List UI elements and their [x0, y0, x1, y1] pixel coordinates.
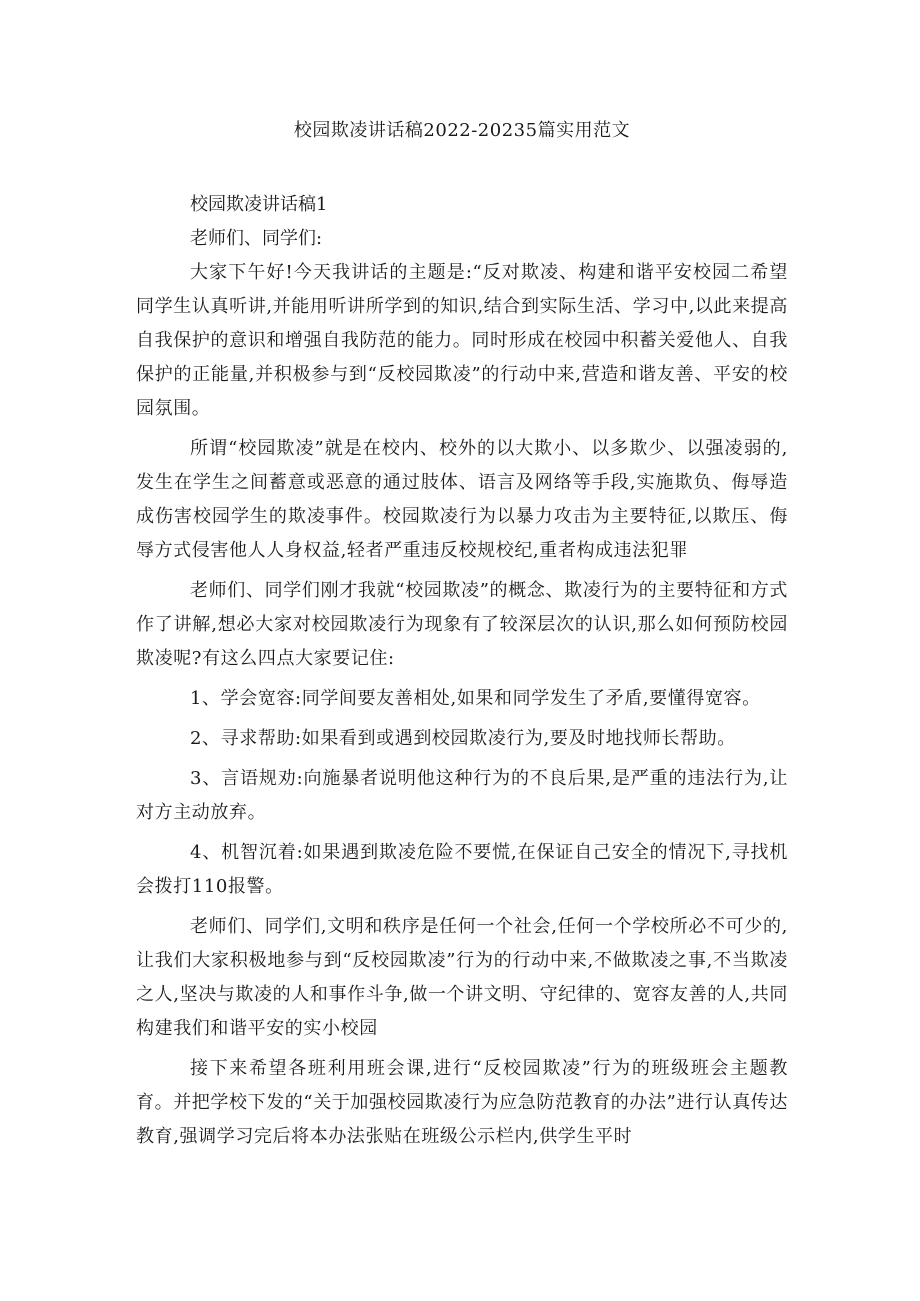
- list-item-persuade: 3、言语规劝:向施暴者说明他这种行为的不良后果,是严重的违法行为,让对方主动放弃。: [136, 768, 788, 823]
- paragraph-definition: 所谓“校园欺凌”就是在校内、校外的以大欺小、以多欺少、以强凌弱的,发生在学生之间蓄意或恶意的通过肢体、语言及网络等手段,实施欺负、侮辱造成伤害校园学生的欺凌事件。校园欺凌行为以暴力攻击为主要特征,以欺压、侮辱方式侵害他人人身权益,轻者严重违反校规校纪,重者构成违法犯罪: [136, 438, 788, 561]
- document-title: 校园欺凌讲话稿2022-20235篇实用范文: [293, 120, 631, 141]
- list-item-stay-calm: 4、机智沉着:如果遇到欺凌危险不要慌,在保证自己安全的情况下,寻找机会拨打110报警。: [136, 842, 788, 897]
- paragraph-call-to-action: 老师们、同学们,文明和秩序是任何一个社会,任何一个学校所必不可少的,让我们大家积极地参与到“反校园欺凌”行为的行动中来,不做欺凌之事,不当欺凌之人,坚决与欺凌的人和事作斗争,做一个讲文明、守纪律的、宽容友善的人,共同构建我们和谐平安的实小校园: [136, 916, 788, 1039]
- paragraph-prevention-intro: 老师们、同学们刚才我就“校园欺凌”的概念、欺凌行为的主要特征和方式作了讲解,想必大家对校园欺凌行为现象有了较深层次的认识,那么如何预防校园欺凌呢?有这么四点大家要记住:: [136, 580, 788, 669]
- salutation: 老师们、同学们:: [190, 228, 323, 249]
- paragraph-intro: 大家下午好!今天我讲话的主题是:“反对欺凌、构建和谐平安校园二希望同学生认真听讲,并能用听讲所学到的知识,结合到实际生活、学习中,以此来提高自我保护的意识和增强自我防范的能力。同时形成在校园中积蓄关爱他人、自我保护的正能量,并积极参与到“反校园欺凌”的行动中来,营造和谐友善、平安的校园氛围。: [136, 262, 788, 419]
- paragraph-class-meeting: 接下来希望各班利用班会课,进行“反校园欺凌”行为的班级班会主题教育。并把学校下发的“关于加强校园欺凌行为应急防范教育的办法”进行认真传达教育,强调学习完后将本办法张贴在班级公示栏内,供学生平时: [136, 1058, 789, 1147]
- list-item-tolerance: 1、学会宽容:同学间要友善相处,如果和同学发生了矛盾,要懂得宽容。: [190, 688, 761, 709]
- section-heading: 校园欺凌讲话稿1: [190, 194, 328, 215]
- list-item-seek-help: 2、寻求帮助:如果看到或遇到校园欺凌行为,要及时地找师长帮助。: [190, 728, 736, 749]
